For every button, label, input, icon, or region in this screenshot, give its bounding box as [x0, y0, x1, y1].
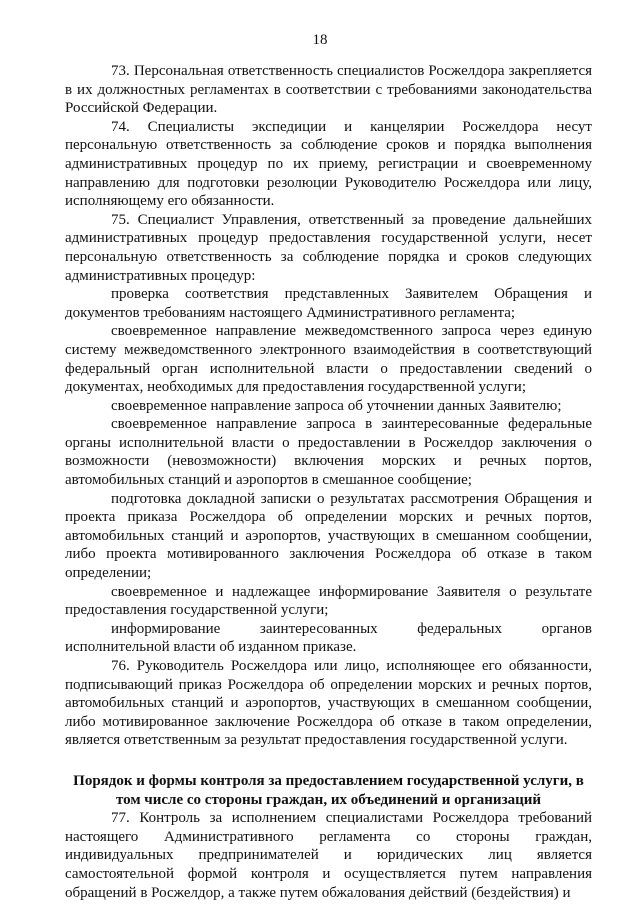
paragraph-77: 77. Контроль за исполнением специалистами Росжелдора требований настоящего Административного регламента со стороны граждан, индивидуальных предпринимателей и юридических лиц является самостоятельной формой контроля и осуществляется путем направления обращений в Росжелдор, а также путем обжалования действий (бездействия) и	[65, 810, 592, 901]
list-item-federal-bodies-notification: информирование заинтересованных федеральных органов исполнительной власти об изданном приказе.	[65, 620, 592, 656]
page-number: 18	[312, 32, 328, 48]
list-item-document-check: проверка соответствия представленных Заявителем Обращения и документов требованиям настоящего Административного регламента;	[65, 286, 592, 321]
paragraph-76: 76. Руководитель Росжелдора или лицо, исполняющее его обязанности, подписывающий приказ Росжелдора об определении морских и речных портов, автомобильных станций и аэропортов, участвующих в смешанном сообщении, либо мотивированное заключение Росжелдора об отказе в таком определении, является ответственным за результат предоставления государственной услуги.	[65, 658, 592, 749]
paragraph-74: 74. Специалисты экспедиции и канцелярии Росжелдора несут персональную ответственность за соблюдение сроков и порядка выполнения административных процедур по их приему, регистрации и своевременному направлению для подготовки резолюции Руководителю Росжелдора или лицу, исполняющему его обязанности.	[65, 118, 592, 210]
paragraph-75: 75. Специалист Управления, ответственный за проведение дальнейших административных процедур предоставления государственной услуги, несет персональную ответственность за соблюдение порядка и сроков следующих административных процедур:	[65, 211, 592, 284]
list-item-interagency-request: своевременное направление межведомственного запроса через единую систему межведомственного электронного взаимодействия в соответствующий федеральный орган исполнительной власти о предоставлении сведений о документах, необходимых для предоставления государственной услуги;	[65, 323, 592, 396]
paragraph-73: 73. Персональная ответственность специалистов Росжелдора закрепляется в их должностных регламентах в соответствии с требованиями законодательства Российской Федерации.	[65, 63, 592, 117]
list-item-memo-preparation: подготовка докладной записки о результатах рассмотрения Обращения и проекта приказа Росжелдора об определении морских и речных портов, автомобильных станций и аэропортов, участвующих в смешанном сообщении, либо проекта мотивированного заключения Росжелдора об отказе в таком определении;	[65, 490, 592, 582]
document-body	[65, 62, 592, 902]
list-item-applicant-notification: своевременное и надлежащее информирование Заявителя о результате предоставления государственной услуги;	[65, 583, 592, 619]
section-heading: Порядок и формы контроля за предоставлением государственной услуги, в том числе со стороны граждан, их объединений и организаций	[73, 772, 584, 808]
list-item-clarification-request: своевременное направление запроса об уточнении данных Заявителю;	[111, 397, 562, 414]
list-item-federal-bodies-request: своевременное направление запроса в заинтересованные федеральные органы исполнительной власти о предоставлении в Росжелдор заключения о возможности (невозможности) включения морских и речных портов, автомобильных станций и аэропортов в смешанное сообщение;	[65, 416, 592, 489]
